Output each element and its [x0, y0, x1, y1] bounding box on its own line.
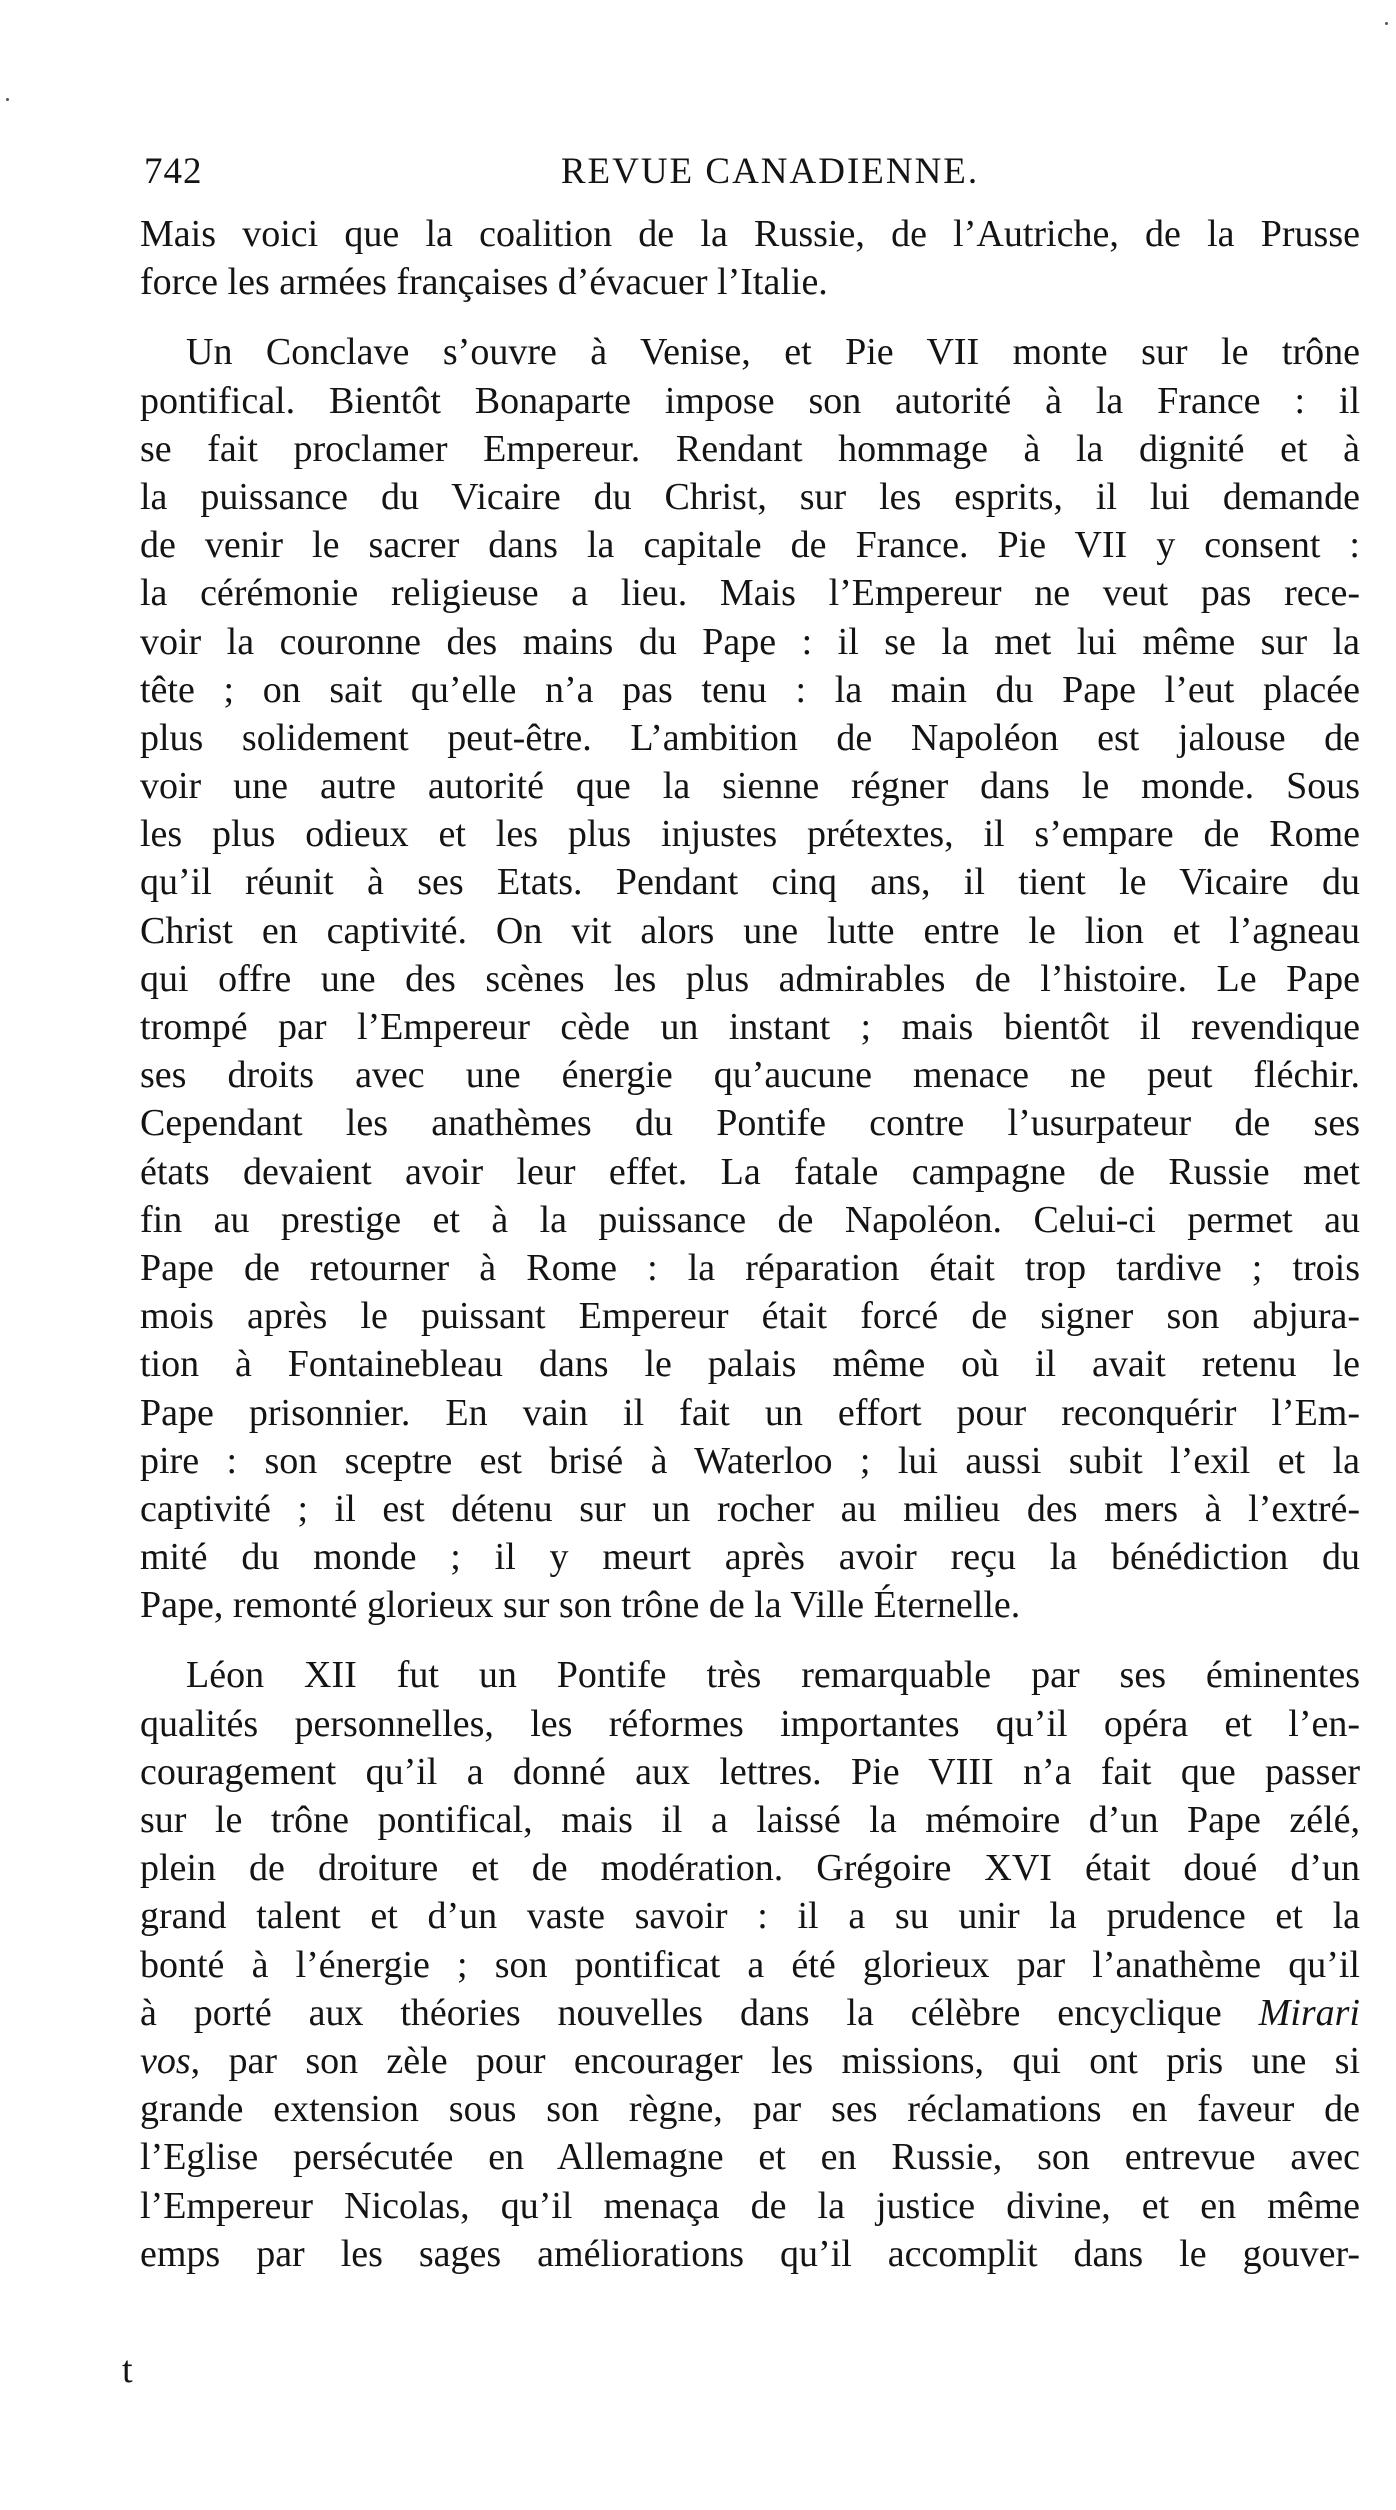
scan-speck [1385, 22, 1388, 25]
text-line-with-italic [140, 2037, 1360, 2085]
text-line-start: à porté aux théories nouvelles dans la célèbre encyclique [140, 1991, 1222, 2034]
text-line: l’Empereur Nicolas, qu’il menaça de la justice divine, et en même [140, 2184, 1360, 2227]
journal-title: REVUE CANADIENNE. [560, 151, 980, 192]
text-line: Pape, remonté glorieux sur son trône de la Ville Éternelle. [140, 1584, 1021, 1627]
text-line: Christ en captivité. On vit alors une lutte entre le lion et l’agneau [140, 909, 1360, 952]
paragraph-1 [140, 210, 1360, 306]
text-line: Cependant les anathèmes du Pontife contre l’usurpateur de ses [140, 1102, 1360, 1145]
text-line: Mais voici que la coalition de la Russie, de l’Autriche, de la Prusse [140, 213, 1360, 255]
text-line: qualités personnelles, les réformes importantes qu’il opéra et l’en- [140, 1702, 1360, 1745]
text-line: tion à Fontainebleau dans le palais même où il avait retenu le [140, 1343, 1360, 1386]
text-line: Pape de retourner à Rome : la réparation était trop tardive ; trois [140, 1246, 1360, 1289]
text-line: l’Eglise persécutée en Allemagne et en Russie, son entrevue avec [140, 2136, 1360, 2179]
text-line: ses droits avec une énergie qu’aucune menace ne peut fléchir. [140, 1054, 1360, 1097]
text-line: mois après le puissant Empereur était forcé de signer son abjura- [140, 1295, 1360, 1338]
encyclical-title-italic-continued: vos [140, 2039, 191, 2082]
text-line: voir une autre autorité que la sienne régner dans le monde. Sous [140, 765, 1360, 808]
text-line: plein de droiture et de modération. Grégoire XVI était doué d’un [140, 1847, 1360, 1890]
paragraph-2 [140, 328, 1360, 1629]
text-line-rest: , par son zèle pour encourager les missions, qui ont pris une si [190, 2039, 1360, 2082]
text-line: captivité ; il est détenu sur un rocher au milieu des mers à l’extré- [140, 1487, 1360, 1530]
text-line: voir la couronne des mains du Pape : il se la met lui même sur la [140, 620, 1360, 663]
text-line: pontifical. Bientôt Bonaparte impose son autorité à la France : il [140, 379, 1360, 422]
text-line: mité du monde ; il y meurt après avoir reçu la bénédiction du [140, 1536, 1360, 1579]
text-line: les plus odieux et les plus injustes prétextes, il s’empare de Rome [140, 813, 1360, 856]
scan-speck [6, 98, 9, 101]
paragraph-3 [140, 1651, 1360, 2277]
text-line: fin au prestige et à la puissance de Napoléon. Celui-ci permet au [140, 1198, 1360, 1241]
text-line: qui offre une des scènes les plus admirables de l’histoire. Le Pape [140, 957, 1360, 1000]
text-line: Léon XII fut un Pontife très remarquable par ses éminentes [186, 1654, 1360, 1697]
page-number: 742 [144, 151, 203, 192]
margin-mark: t [122, 2349, 133, 2391]
text-line: tête ; on sait qu’elle n’a pas tenu : la main du Pape l’eut placée [140, 668, 1360, 711]
text-line: la cérémonie religieuse a lieu. Mais l’Empereur ne veut pas rece- [140, 572, 1360, 615]
text-line: force les armées françaises d’évacuer l’Italie. [140, 261, 828, 304]
text-line: grand talent et d’un vaste savoir : il a su unir la prudence et la [140, 1895, 1360, 1938]
text-line: Un Conclave s’ouvre à Venise, et Pie VII monte sur le trône [186, 331, 1360, 374]
text-line: emps par les sages améliorations qu’il accomplit dans le gouver- [140, 2232, 1360, 2275]
text-line: Pape prisonnier. En vain il fait un effort pour reconquérir l’Em- [140, 1391, 1360, 1434]
text-line: se fait proclamer Empereur. Rendant hommage à la dignité et à [140, 427, 1360, 470]
text-line: pire : son sceptre est brisé à Waterloo ; lui aussi subit l’exil et la [140, 1439, 1360, 1482]
text-line: sur le trône pontifical, mais il a laissé la mémoire d’un Pape zélé, [140, 1799, 1360, 1841]
text-line: grande extension sous son règne, par ses réclamations en faveur de [140, 2088, 1360, 2131]
encyclical-title-italic: Mirari [1258, 1991, 1360, 2034]
text-line: la puissance du Vicaire du Christ, sur les esprits, il lui demande [140, 475, 1360, 518]
text-line: couragement qu’il a donné aux lettres. Pie VIII n’a fait que passer [140, 1750, 1360, 1793]
text-line: de venir le sacrer dans la capitale de France. Pie VII y consent : [140, 524, 1360, 567]
text-line-with-italic [140, 1989, 1360, 2037]
running-head [140, 150, 1360, 210]
text-line: bonté à l’énergie ; son pontificat a été glorieux par l’anathème qu’il [140, 1943, 1360, 1986]
text-line: trompé par l’Empereur cède un instant ; mais bientôt il revendique [140, 1006, 1360, 1048]
text-line: états devaient avoir leur effet. La fatale campagne de Russie met [140, 1150, 1360, 1193]
page-body [140, 150, 1360, 2278]
text-line: qu’il réunit à ses Etats. Pendant cinq ans, il tient le Vicaire du [140, 861, 1360, 904]
text-line: plus solidement peut-être. L’ambition de Napoléon est jalouse de [140, 716, 1360, 759]
